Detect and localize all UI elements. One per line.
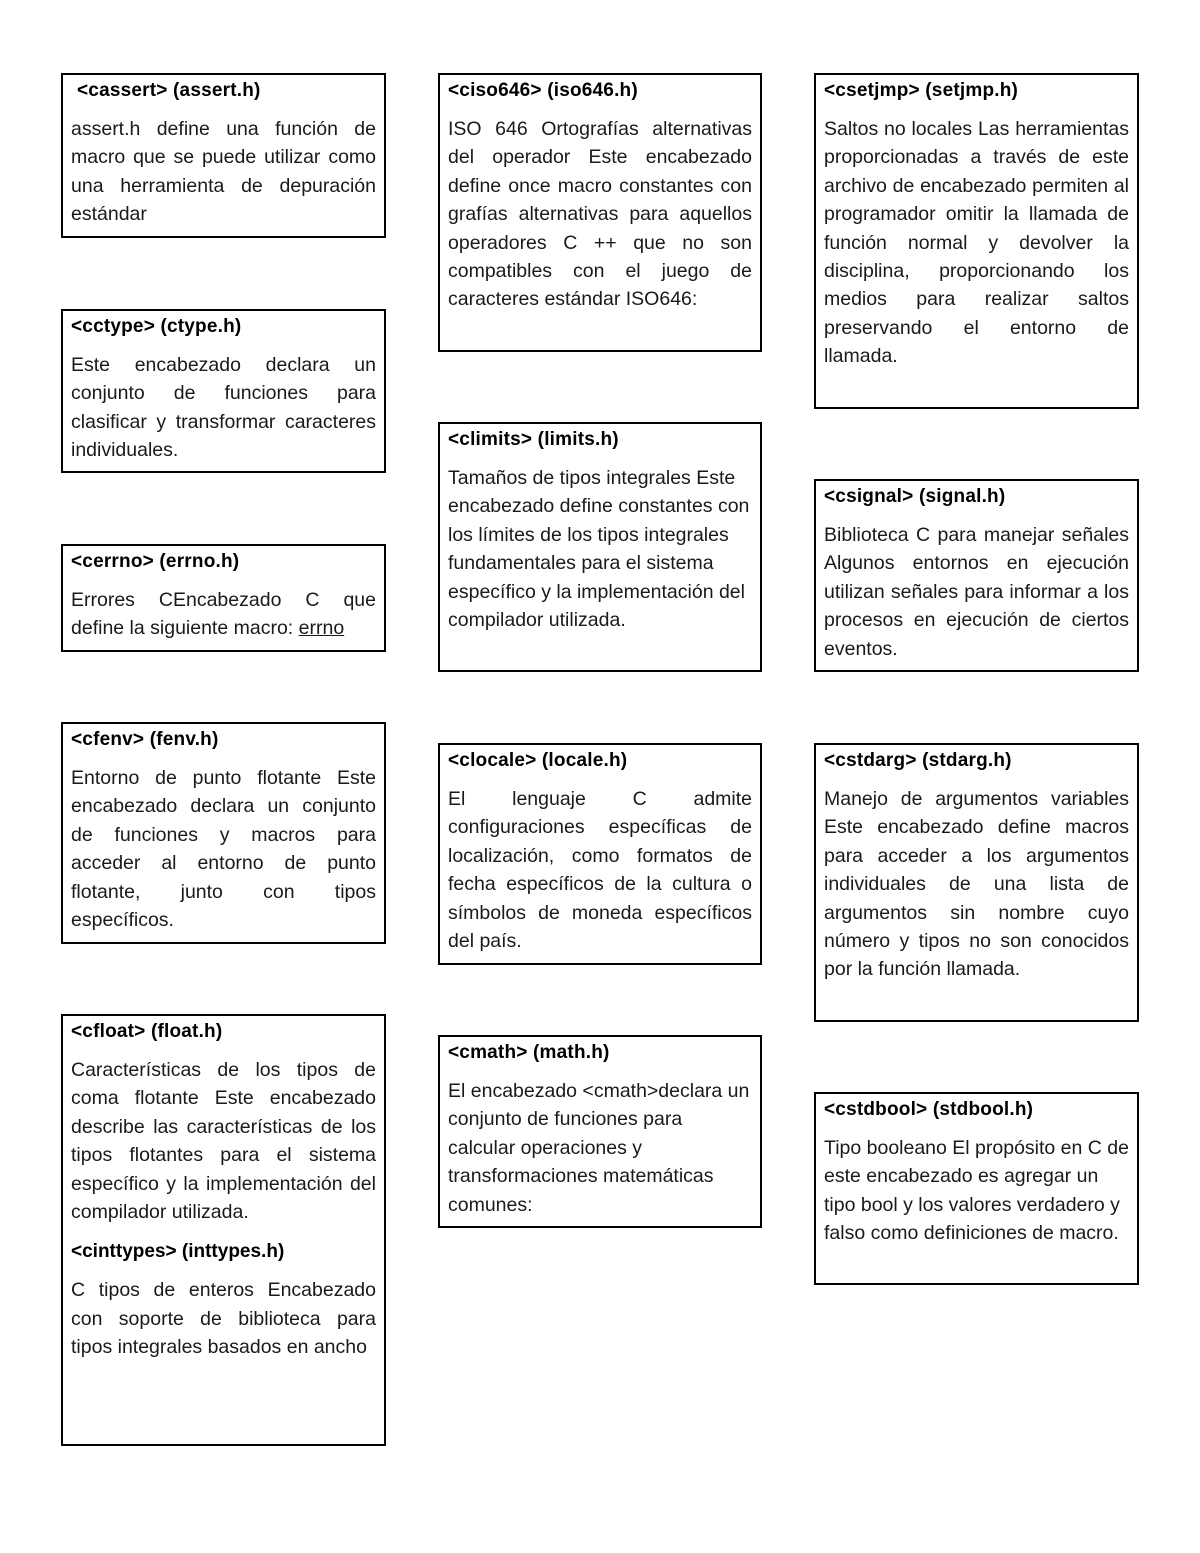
card-description-text: Errores CEncabezado C que define la siguiente macro: [71,589,376,640]
card-description: El encabezado <cmath>declara un conjunto de funciones para calcular operaciones y transformaciones matemáticas comunes: [448,1080,750,1216]
card-cassert [61,73,386,238]
card-title: <cerrno> (errno.h) [71,551,240,572]
card-description: assert.h define una función de macro que se puede utilizar como una herramienta de depuración estándar [71,118,376,226]
card-description: Características de los tipos de coma flotante Este encabezado describe las características de los tipos flotantes para el sistema específico y la implementación del compilador utilizada. [71,1059,376,1224]
card-title: <ciso646> (iso646.h) [448,80,638,101]
card-title: <cfenv> (fenv.h) [71,729,219,750]
card-title: <cassert> (assert.h) [77,80,261,101]
card-description: Tamaños de tipos integrales Este encabezado define constantes con los límites de los tipos integrales fundamentales para el sistema específico y la implementación del compilador utilizada. [448,467,750,632]
card-cmath [438,1035,762,1228]
card-cerrno [61,544,386,652]
card-title: <cstdarg> (stdarg.h) [824,750,1012,771]
card-title: <cfloat> (float.h) [71,1021,223,1042]
card-description: Este encabezado declara un conjunto de funciones para clasificar y transformar caracteres individuales. [71,354,376,462]
card-csignal [814,479,1139,672]
card-subtitle-cinttypes: <cinttypes> (inttypes.h) [71,1241,285,1263]
card-title: <cmath> (math.h) [448,1042,610,1063]
card-title: <cstdbool> (stdbool.h) [824,1099,1034,1120]
card-cstdbool [814,1092,1139,1285]
card-cfloat [61,1014,386,1446]
card-description: Tipo booleano El propósito en C de este encabezado es agregar un tipo bool y los valores verdadero y falso como definiciones de macro. [824,1137,1129,1245]
card-description [71,586,376,643]
card-title: <csignal> (signal.h) [824,486,1006,507]
card-description: Saltos no locales Las herramientas proporcionadas a través de este archivo de encabezado permiten al programador omitir la llamada de función normal y devolver la disciplina, proporcionando los medios para realizar saltos preservando el entorno de llamada. [824,118,1129,368]
errno-link[interactable]: errno [298,617,345,640]
card-title: <csetjmp> (setjmp.h) [824,80,1019,101]
card-description: Entorno de punto flotante Este encabezado declara un conjunto de funciones y macros para acceder al entorno de punto flotante, junto con tipos específicos. [71,767,376,932]
card-description: El lenguaje C admite configuraciones específicas de localización, como formatos de fecha específicos de la cultura o símbolos de moneda específicos del país. [448,788,752,953]
card-subdescription: C tipos de enteros Encabezado con soporte de biblioteca para tipos integrales basados en ancho [71,1279,376,1359]
card-title: <clocale> (locale.h) [448,750,628,771]
card-cfenv [61,722,386,944]
card-ciso646 [438,73,762,352]
card-csetjmp [814,73,1139,409]
card-description: ISO 646 Ortografías alternativas del operador Este encabezado define once macro constantes con grafías alternativas para aquellos operadores C ++ que no son compatibles con el juego de caracteres estándar ISO646: [448,118,752,311]
card-description: Manejo de argumentos variables Este encabezado define macros para acceder a los argumentos individuales de una lista de argumentos sin nombre cuyo número y tipos no son conocidos por la función llamada. [824,788,1129,981]
card-cctype [61,309,386,473]
card-description: Biblioteca C para manejar señales Algunos entornos en ejecución utilizan señales para informar a los procesos en ejecución de ciertos eventos. [824,524,1129,660]
card-climits [438,422,762,672]
card-title: <cctype> (ctype.h) [71,316,242,337]
card-cstdarg [814,743,1139,1022]
card-title: <climits> (limits.h) [448,429,619,450]
card-clocale [438,743,762,965]
